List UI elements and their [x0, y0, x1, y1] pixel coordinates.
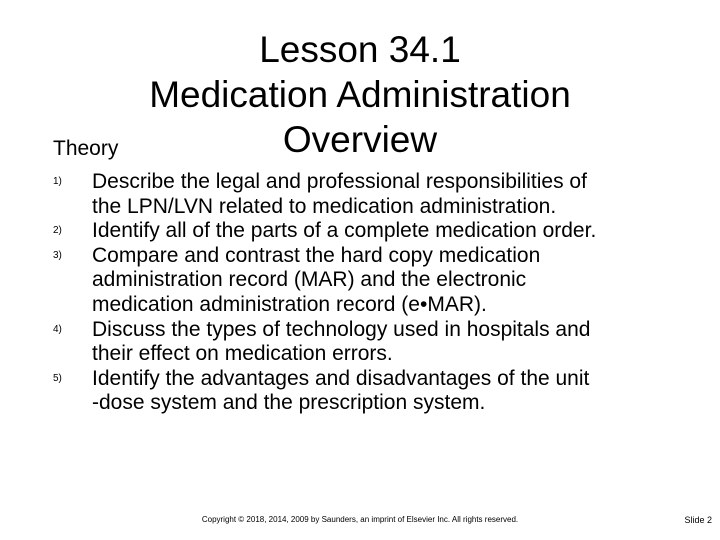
- objective-line: medication administration record (e•MAR).: [92, 292, 487, 316]
- objective-item: [53, 318, 693, 367]
- title-line: Overview: [282, 118, 438, 160]
- objective-line: Discuss the types of technology used in hospitals and: [92, 317, 591, 341]
- objective-line: Describe the legal and professional responsibilities of: [92, 170, 587, 193]
- title-line: Lesson 34.1: [259, 28, 461, 70]
- title-line: Medication Administration: [149, 73, 571, 115]
- objective-number: 4): [53, 323, 62, 335]
- objective-number: 2): [53, 225, 62, 237]
- slide-title: [60, 27, 660, 162]
- objective-line: Identify the advantages and disadvantages of the unit: [92, 366, 590, 390]
- objective-line: administration record (MAR) and the electronic: [92, 268, 527, 292]
- objective-line: -dose system and the prescription system.: [92, 391, 486, 415]
- objective-item: [53, 367, 693, 416]
- objective-item: [53, 170, 693, 219]
- objective-item: [53, 219, 693, 244]
- objective-line: Identify all of the parts of a complete medication order.: [92, 219, 597, 243]
- objective-line: their effect on medication errors.: [92, 342, 393, 366]
- objective-number: 1): [53, 176, 62, 187]
- footer-copyright: Copyright © 2018, 2014, 2009 by Saunders, an imprint of Elsevier Inc. All rights reserved.: [201, 515, 519, 524]
- objective-number: 3): [53, 249, 62, 261]
- slide-number: Slide 2: [684, 515, 712, 525]
- objective-item: [53, 244, 693, 318]
- objective-number: 5): [53, 372, 62, 384]
- objectives-list: [53, 170, 693, 416]
- section-heading: Theory: [53, 137, 119, 160]
- objective-line: Compare and contrast the hard copy medication: [92, 243, 541, 267]
- objective-line: the LPN/LVN related to medication administration.: [92, 194, 557, 218]
